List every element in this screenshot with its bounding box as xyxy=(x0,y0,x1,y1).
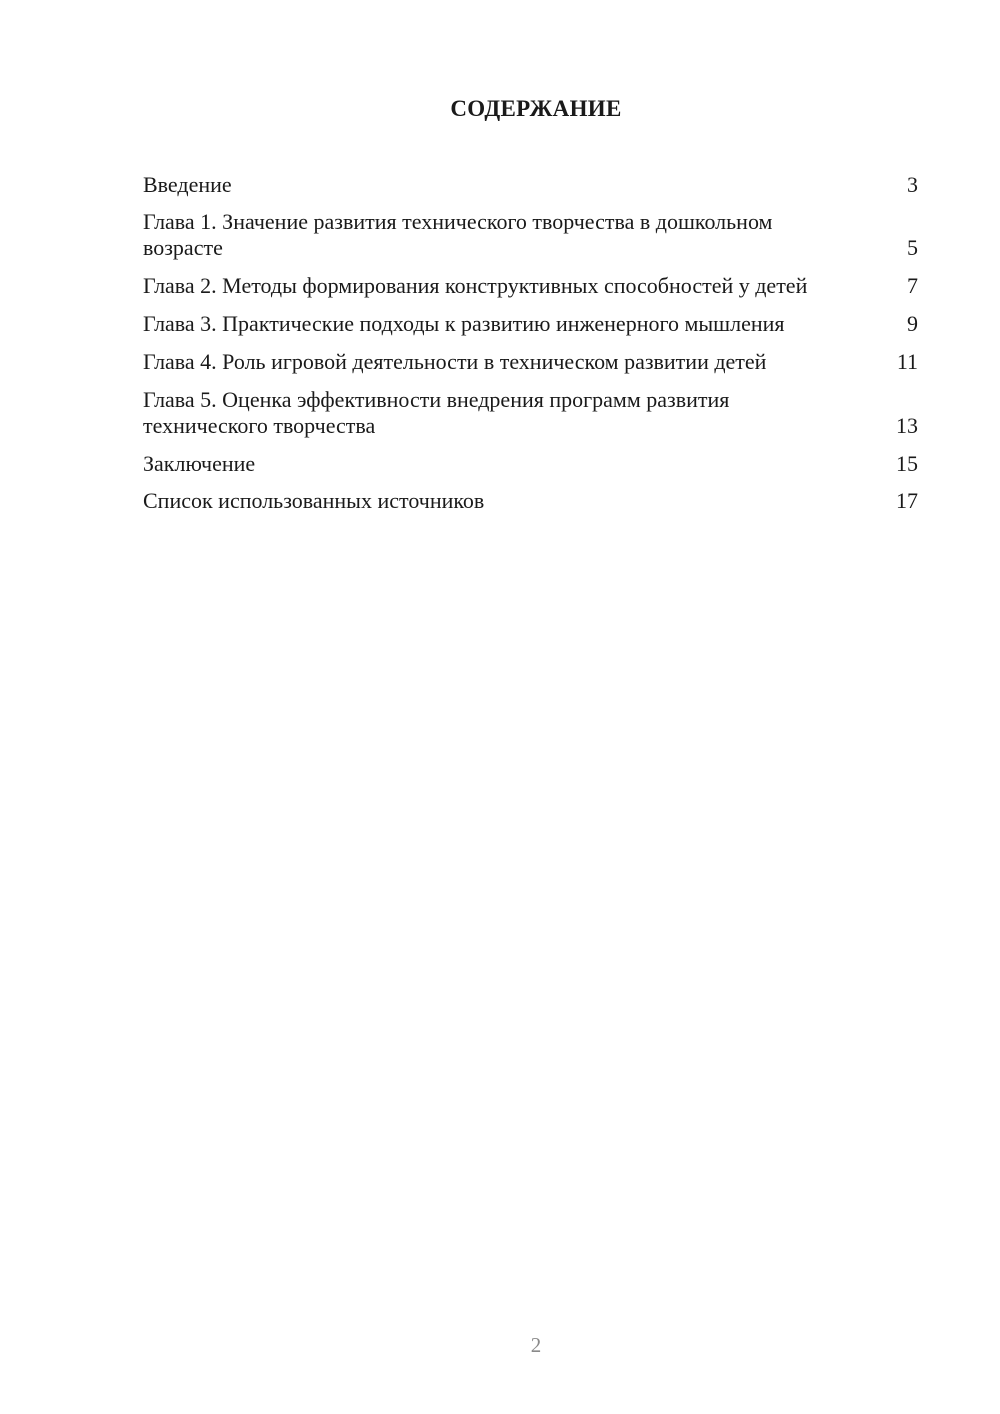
toc-entry-chapter-5[interactable] xyxy=(143,387,918,439)
toc-entry-page: 15 xyxy=(896,451,918,476)
toc-entry-page: 11 xyxy=(896,349,918,374)
table-of-contents xyxy=(143,172,918,525)
toc-entry-references[interactable] xyxy=(143,488,918,514)
toc-entry-label: Введение xyxy=(143,172,232,197)
toc-entry-chapter-3[interactable] xyxy=(143,311,918,337)
toc-entry-label: Список использованных источников xyxy=(143,488,485,513)
toc-title: СОДЕРЖАНИЕ xyxy=(450,96,622,121)
toc-entry-introduction[interactable] xyxy=(143,172,918,198)
toc-entry-page: 17 xyxy=(896,488,918,513)
toc-entry-page: 3 xyxy=(907,172,918,197)
toc-entry-label: Глава 1. Значение развития технического творчества в дошкольном возрасте xyxy=(143,209,773,260)
toc-entry-page: 13 xyxy=(896,413,918,438)
toc-entry-chapter-4[interactable] xyxy=(143,349,918,375)
page-number: 2 xyxy=(530,1333,542,1357)
toc-entry-conclusion[interactable] xyxy=(143,451,918,477)
toc-entry-label: Глава 4. Роль игровой деятельности в техническом развитии детей xyxy=(143,349,767,374)
toc-entry-label: Глава 3. Практические подходы к развитию инженерного мышления xyxy=(143,311,785,336)
toc-entry-page: 5 xyxy=(907,235,918,260)
toc-entry-chapter-1[interactable] xyxy=(143,209,918,261)
toc-entry-label: Глава 5. Оценка эффективности внедрения программ развития технического творчества xyxy=(143,387,730,438)
toc-entry-chapter-2[interactable] xyxy=(143,273,918,299)
toc-entry-label: Глава 2. Методы формирования конструктивных способностей у детей xyxy=(143,273,808,298)
toc-entry-label: Заключение xyxy=(143,451,256,476)
toc-entry-page: 9 xyxy=(907,311,918,336)
toc-entry-page: 7 xyxy=(907,273,918,298)
